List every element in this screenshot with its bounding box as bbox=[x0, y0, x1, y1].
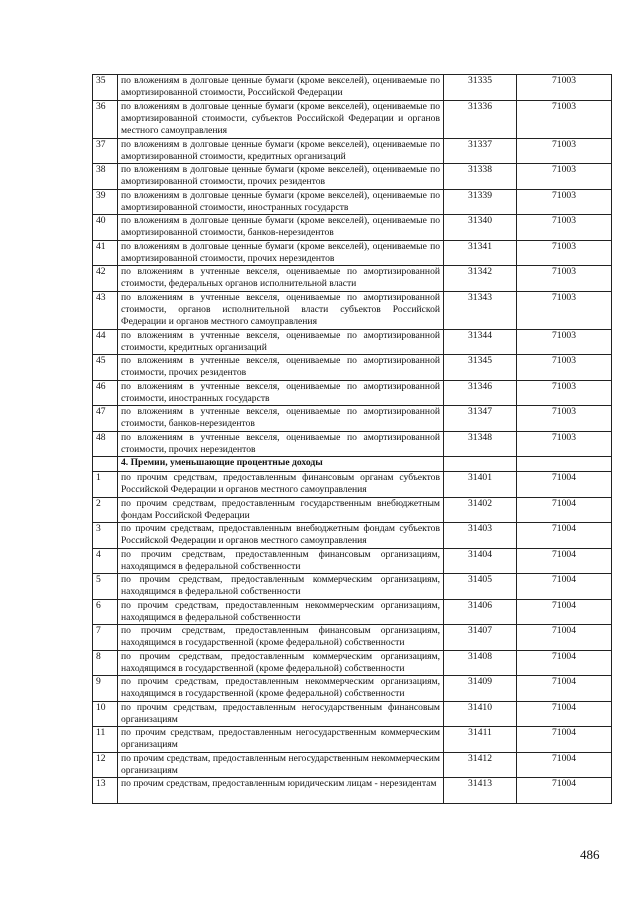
row-account-code: 31405 bbox=[444, 574, 517, 600]
row-account-code: 31340 bbox=[444, 215, 517, 241]
row-account-code: 31404 bbox=[444, 548, 517, 574]
table-row bbox=[93, 189, 612, 215]
row-number: 5 bbox=[93, 574, 118, 600]
row-account-code: 31401 bbox=[444, 472, 517, 498]
row-symbol-code: 71004 bbox=[517, 625, 612, 651]
row-number: 4 bbox=[93, 548, 118, 574]
table-row bbox=[93, 523, 612, 549]
accounts-table bbox=[92, 74, 612, 804]
table-row bbox=[93, 727, 612, 753]
row-number: 37 bbox=[93, 138, 118, 164]
row-symbol-code: 71004 bbox=[517, 548, 612, 574]
row-account-code: 31403 bbox=[444, 523, 517, 549]
row-description: по прочим средствам, предоставленным негосударственным коммерческим организациям bbox=[118, 727, 444, 753]
row-description: по вложениям в учтенные векселя, оцениваемые по амортизированной стоимости, прочих резидентов bbox=[118, 355, 444, 381]
row-symbol-code: 71003 bbox=[517, 355, 612, 381]
row-account-code: 31402 bbox=[444, 497, 517, 523]
row-number: 12 bbox=[93, 752, 118, 778]
table-row bbox=[93, 215, 612, 241]
row-description: по вложениям в учтенные векселя, оцениваемые по амортизированной стоимости, кредитных организаций bbox=[118, 329, 444, 355]
row-symbol-code: 71003 bbox=[517, 189, 612, 215]
section-title: 4. Премии, уменьшающие процентные доходы bbox=[118, 457, 444, 472]
row-symbol-code: 71004 bbox=[517, 574, 612, 600]
row-number: 7 bbox=[93, 625, 118, 651]
row-account-code: 31335 bbox=[444, 75, 517, 101]
table-row bbox=[93, 701, 612, 727]
table-row bbox=[93, 380, 612, 406]
row-symbol-code: 71004 bbox=[517, 752, 612, 778]
row-account-code: 31336 bbox=[444, 100, 517, 138]
row-symbol-code: 71003 bbox=[517, 266, 612, 292]
table-row bbox=[93, 778, 612, 804]
row-number: 2 bbox=[93, 497, 118, 523]
row-description: по прочим средствам, предоставленным внебюджетным фондам субъектов Российской Федерации и органов местного самоуправления bbox=[118, 523, 444, 549]
table-row bbox=[93, 752, 612, 778]
table-row bbox=[93, 497, 612, 523]
table-row bbox=[93, 574, 612, 600]
row-number: 39 bbox=[93, 189, 118, 215]
row-account-code: 31346 bbox=[444, 380, 517, 406]
row-description: по вложениям в учтенные векселя, оцениваемые по амортизированной стоимости, иностранных государств bbox=[118, 380, 444, 406]
row-symbol-code: 71003 bbox=[517, 240, 612, 266]
row-symbol-code: 71004 bbox=[517, 778, 612, 804]
table-row bbox=[93, 240, 612, 266]
row-account-code: 31337 bbox=[444, 138, 517, 164]
table-section-header bbox=[93, 457, 612, 472]
row-symbol-code: 71004 bbox=[517, 676, 612, 702]
row-description: по прочим средствам, предоставленным государственным внебюджетным фондам Российской Федерации bbox=[118, 497, 444, 523]
table-section-b bbox=[93, 472, 612, 804]
row-number: 1 bbox=[93, 472, 118, 498]
table-section-a bbox=[93, 75, 612, 457]
table-row bbox=[93, 650, 612, 676]
table-row bbox=[93, 625, 612, 651]
row-number: 42 bbox=[93, 266, 118, 292]
row-description: по прочим средствам, предоставленным юридическим лицам - нерезидентам bbox=[118, 778, 444, 804]
row-symbol-code: 71004 bbox=[517, 472, 612, 498]
row-account-code: 31347 bbox=[444, 406, 517, 432]
row-number: 43 bbox=[93, 291, 118, 329]
row-description: по вложениям в учтенные векселя, оцениваемые по амортизированной стоимости, органов исполнительной власти субъектов Российской Федерации и органов местного самоуправления bbox=[118, 291, 444, 329]
row-account-code: 31345 bbox=[444, 355, 517, 381]
row-number: 47 bbox=[93, 406, 118, 432]
row-account-code: 31407 bbox=[444, 625, 517, 651]
row-symbol-code: 71003 bbox=[517, 406, 612, 432]
row-number: 6 bbox=[93, 599, 118, 625]
row-number: 35 bbox=[93, 75, 118, 101]
row-account-code: 31338 bbox=[444, 164, 517, 190]
row-account-code: 31409 bbox=[444, 676, 517, 702]
row-number: 40 bbox=[93, 215, 118, 241]
section-header-row bbox=[93, 457, 612, 472]
row-symbol-code: 71003 bbox=[517, 380, 612, 406]
row-symbol-code: 71004 bbox=[517, 599, 612, 625]
table-row bbox=[93, 431, 612, 457]
row-number: 44 bbox=[93, 329, 118, 355]
table-row bbox=[93, 138, 612, 164]
row-symbol-code: 71003 bbox=[517, 431, 612, 457]
row-description: по прочим средствам, предоставленным негосударственным некоммерческим организациям bbox=[118, 752, 444, 778]
row-description: по вложениям в долговые ценные бумаги (кроме векселей), оцениваемые по амортизированной стоимости, субъектов Российской Федерации и органов местного самоуправления bbox=[118, 100, 444, 138]
table-row bbox=[93, 472, 612, 498]
row-account-code: 31412 bbox=[444, 752, 517, 778]
table-row bbox=[93, 75, 612, 101]
row-description: по прочим средствам, предоставленным коммерческим организациям, находящимся в федеральной собственности bbox=[118, 574, 444, 600]
row-description: по прочим средствам, предоставленным финансовым организациям, находящимся в государственной (кроме федеральной) собственности bbox=[118, 625, 444, 651]
section-symbol-cell bbox=[517, 457, 612, 472]
table-row bbox=[93, 548, 612, 574]
row-account-code: 31411 bbox=[444, 727, 517, 753]
row-description: по вложениям в долговые ценные бумаги (кроме векселей), оцениваемые по амортизированной стоимости, кредитных организаций bbox=[118, 138, 444, 164]
table-row bbox=[93, 676, 612, 702]
row-number: 41 bbox=[93, 240, 118, 266]
row-description: по прочим средствам, предоставленным коммерческим организациям, находящимся в государственной (кроме федеральной) собственности bbox=[118, 650, 444, 676]
table-row bbox=[93, 164, 612, 190]
table-row bbox=[93, 100, 612, 138]
row-description: по прочим средствам, предоставленным финансовым органам субъектов Российской Федерации и органов местного самоуправления bbox=[118, 472, 444, 498]
row-account-code: 31341 bbox=[444, 240, 517, 266]
row-symbol-code: 71004 bbox=[517, 497, 612, 523]
row-symbol-code: 71003 bbox=[517, 164, 612, 190]
row-number: 3 bbox=[93, 523, 118, 549]
row-account-code: 31344 bbox=[444, 329, 517, 355]
row-number: 11 bbox=[93, 727, 118, 753]
table-row bbox=[93, 355, 612, 381]
row-description: по прочим средствам, предоставленным некоммерческим организациям, находящимся в федеральной собственности bbox=[118, 599, 444, 625]
row-description: по вложениям в учтенные векселя, оцениваемые по амортизированной стоимости, банков-нерезидентов bbox=[118, 406, 444, 432]
row-symbol-code: 71004 bbox=[517, 650, 612, 676]
table-row bbox=[93, 291, 612, 329]
row-number: 8 bbox=[93, 650, 118, 676]
row-account-code: 31413 bbox=[444, 778, 517, 804]
row-symbol-code: 71003 bbox=[517, 138, 612, 164]
row-symbol-code: 71003 bbox=[517, 75, 612, 101]
row-symbol-code: 71003 bbox=[517, 291, 612, 329]
row-description: по вложениям в учтенные векселя, оцениваемые по амортизированной стоимости, федеральных органов исполнительной власти bbox=[118, 266, 444, 292]
row-account-code: 31406 bbox=[444, 599, 517, 625]
table-row bbox=[93, 599, 612, 625]
row-account-code: 31410 bbox=[444, 701, 517, 727]
row-symbol-code: 71004 bbox=[517, 523, 612, 549]
row-symbol-code: 71004 bbox=[517, 727, 612, 753]
section-num-cell bbox=[93, 457, 118, 472]
row-symbol-code: 71003 bbox=[517, 100, 612, 138]
row-symbol-code: 71003 bbox=[517, 329, 612, 355]
row-description: по прочим средствам, предоставленным негосударственным финансовым организациям bbox=[118, 701, 444, 727]
table-row bbox=[93, 266, 612, 292]
table-row bbox=[93, 329, 612, 355]
row-description: по вложениям в долговые ценные бумаги (кроме векселей), оцениваемые по амортизированной стоимости, прочих резидентов bbox=[118, 164, 444, 190]
row-description: по вложениям в долговые ценные бумаги (кроме векселей), оцениваемые по амортизированной стоимости, иностранных государств bbox=[118, 189, 444, 215]
section-code-cell bbox=[444, 457, 517, 472]
row-number: 38 bbox=[93, 164, 118, 190]
row-symbol-code: 71003 bbox=[517, 215, 612, 241]
page-number: 486 bbox=[580, 847, 600, 862]
row-account-code: 31339 bbox=[444, 189, 517, 215]
row-account-code: 31348 bbox=[444, 431, 517, 457]
row-account-code: 31343 bbox=[444, 291, 517, 329]
row-number: 13 bbox=[93, 778, 118, 804]
row-description: по вложениям в долговые ценные бумаги (кроме векселей), оцениваемые по амортизированной стоимости, Российской Федерации bbox=[118, 75, 444, 101]
row-number: 46 bbox=[93, 380, 118, 406]
row-description: по прочим средствам, предоставленным финансовым организациям, находящимся в федеральной собственности bbox=[118, 548, 444, 574]
row-account-code: 31408 bbox=[444, 650, 517, 676]
row-description: по прочим средствам, предоставленным некоммерческим организациям, находящимся в государственной (кроме федеральной) собственности bbox=[118, 676, 444, 702]
row-number: 36 bbox=[93, 100, 118, 138]
row-description: по вложениям в учтенные векселя, оцениваемые по амортизированной стоимости, прочих нерезидентов bbox=[118, 431, 444, 457]
row-number: 10 bbox=[93, 701, 118, 727]
row-description: по вложениям в долговые ценные бумаги (кроме векселей), оцениваемые по амортизированной стоимости, банков-нерезидентов bbox=[118, 215, 444, 241]
table-row bbox=[93, 406, 612, 432]
row-symbol-code: 71004 bbox=[517, 701, 612, 727]
row-account-code: 31342 bbox=[444, 266, 517, 292]
row-number: 45 bbox=[93, 355, 118, 381]
row-number: 9 bbox=[93, 676, 118, 702]
row-description: по вложениям в долговые ценные бумаги (кроме векселей), оцениваемые по амортизированной стоимости, прочих нерезидентов bbox=[118, 240, 444, 266]
row-number: 48 bbox=[93, 431, 118, 457]
